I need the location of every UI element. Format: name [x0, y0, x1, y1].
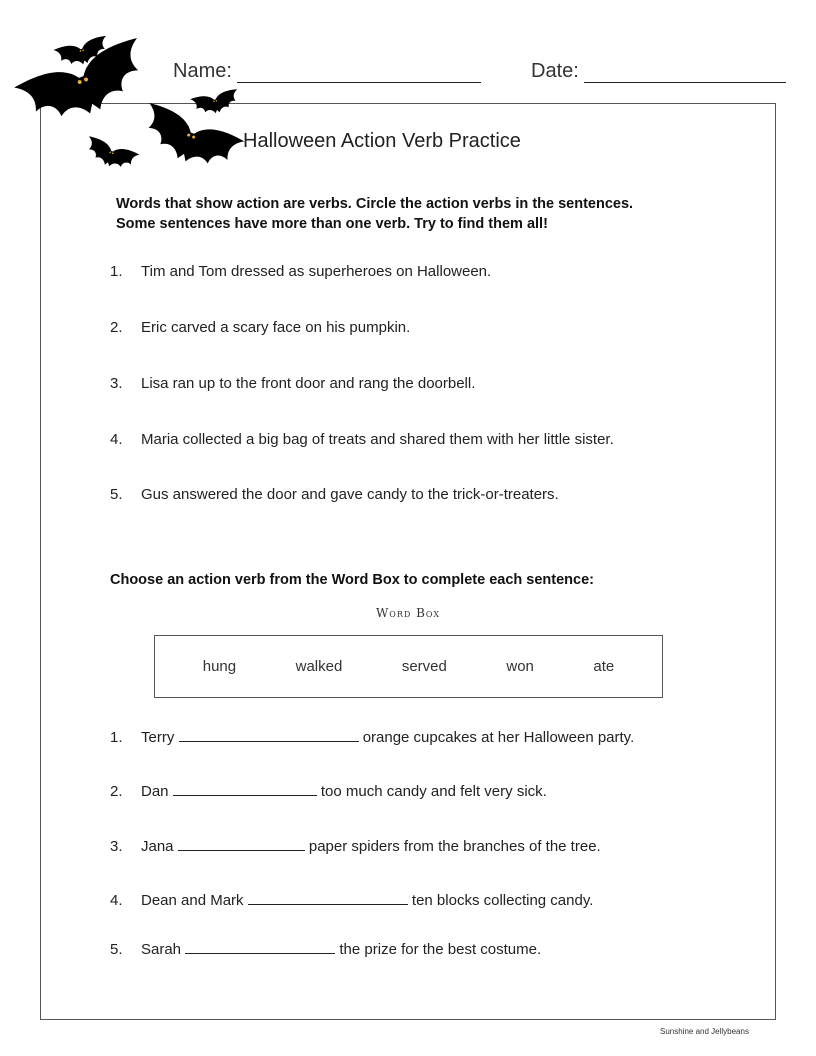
name-line[interactable]	[237, 64, 481, 83]
item-number: 5.	[110, 486, 123, 503]
answer-blank[interactable]	[185, 939, 335, 954]
item-number: 3.	[110, 838, 123, 855]
sentence-item	[110, 486, 559, 503]
sentence-item	[110, 431, 614, 448]
sentence-start: Jana	[141, 838, 174, 855]
date-field[interactable]	[531, 60, 786, 83]
date-label: Date:	[531, 60, 579, 82]
sentence-end: too much candy and felt very sick.	[320, 783, 547, 800]
fill-in-item	[110, 939, 541, 958]
sentence-text: Lisa ran up to the front door and rang the doorbell.	[141, 375, 476, 392]
item-number: 5.	[110, 941, 123, 958]
answer-blank[interactable]	[178, 836, 305, 851]
part2-instruction: Choose an action verb from the Word Box to complete each sentence:	[110, 572, 594, 588]
sentence-text: Maria collected a big bag of treats and shared them with her little sister.	[141, 431, 614, 448]
word: ate	[593, 658, 615, 675]
answer-blank[interactable]	[179, 727, 359, 742]
sentence-start: Terry	[141, 729, 175, 746]
fill-in-item	[110, 727, 634, 746]
sentence-text: Gus answered the door and gave candy to the trick-or-treaters.	[141, 486, 559, 503]
word: served	[401, 658, 447, 675]
sentence-item	[110, 319, 410, 336]
item-number: 1.	[110, 729, 123, 746]
word: walked	[295, 658, 343, 675]
sentence-start: Sarah	[141, 941, 182, 958]
sentence-end: paper spiders from the branches of the tree.	[308, 838, 601, 855]
sentence-start: Dan	[141, 783, 169, 800]
item-number: 4.	[110, 431, 123, 448]
item-number: 2.	[110, 783, 123, 800]
name-label: Name:	[173, 60, 232, 82]
sentence-start: Dean and Mark	[141, 892, 244, 909]
fill-in-item	[110, 836, 601, 855]
item-number: 4.	[110, 892, 123, 909]
sentence-end: ten blocks collecting candy.	[411, 892, 594, 909]
sentence-end: orange cupcakes at her Halloween party.	[362, 729, 635, 746]
worksheet-border	[40, 103, 776, 1020]
instruction-line: Some sentences have more than one verb. Try to find them all!	[116, 216, 548, 232]
sentence-item	[110, 375, 475, 392]
fill-in-item	[110, 890, 593, 909]
name-field[interactable]	[173, 60, 481, 83]
word-box-title: Word Box	[375, 606, 441, 620]
sentence-text: Eric carved a scary face on his pumpkin.	[141, 319, 411, 336]
item-number: 1.	[110, 263, 123, 280]
sentence-end: the prize for the best costume.	[339, 941, 542, 958]
date-line[interactable]	[584, 64, 786, 83]
word: hung	[202, 658, 237, 675]
answer-blank[interactable]	[173, 781, 317, 796]
sentence-item	[110, 263, 491, 280]
answer-blank[interactable]	[248, 890, 408, 905]
credit: Sunshine and Jellybeans	[660, 1027, 749, 1036]
instructions	[116, 194, 633, 234]
item-number: 2.	[110, 319, 123, 336]
word: won	[506, 658, 534, 675]
sentence-text: Tim and Tom dressed as superheroes on Halloween.	[141, 263, 492, 280]
word-box	[154, 635, 663, 698]
page-title: Halloween Action Verb Practice	[243, 130, 521, 152]
item-number: 3.	[110, 375, 123, 392]
instruction-line: Words that show action are verbs. Circle the action verbs in the sentences.	[116, 196, 634, 212]
fill-in-item	[110, 781, 547, 800]
